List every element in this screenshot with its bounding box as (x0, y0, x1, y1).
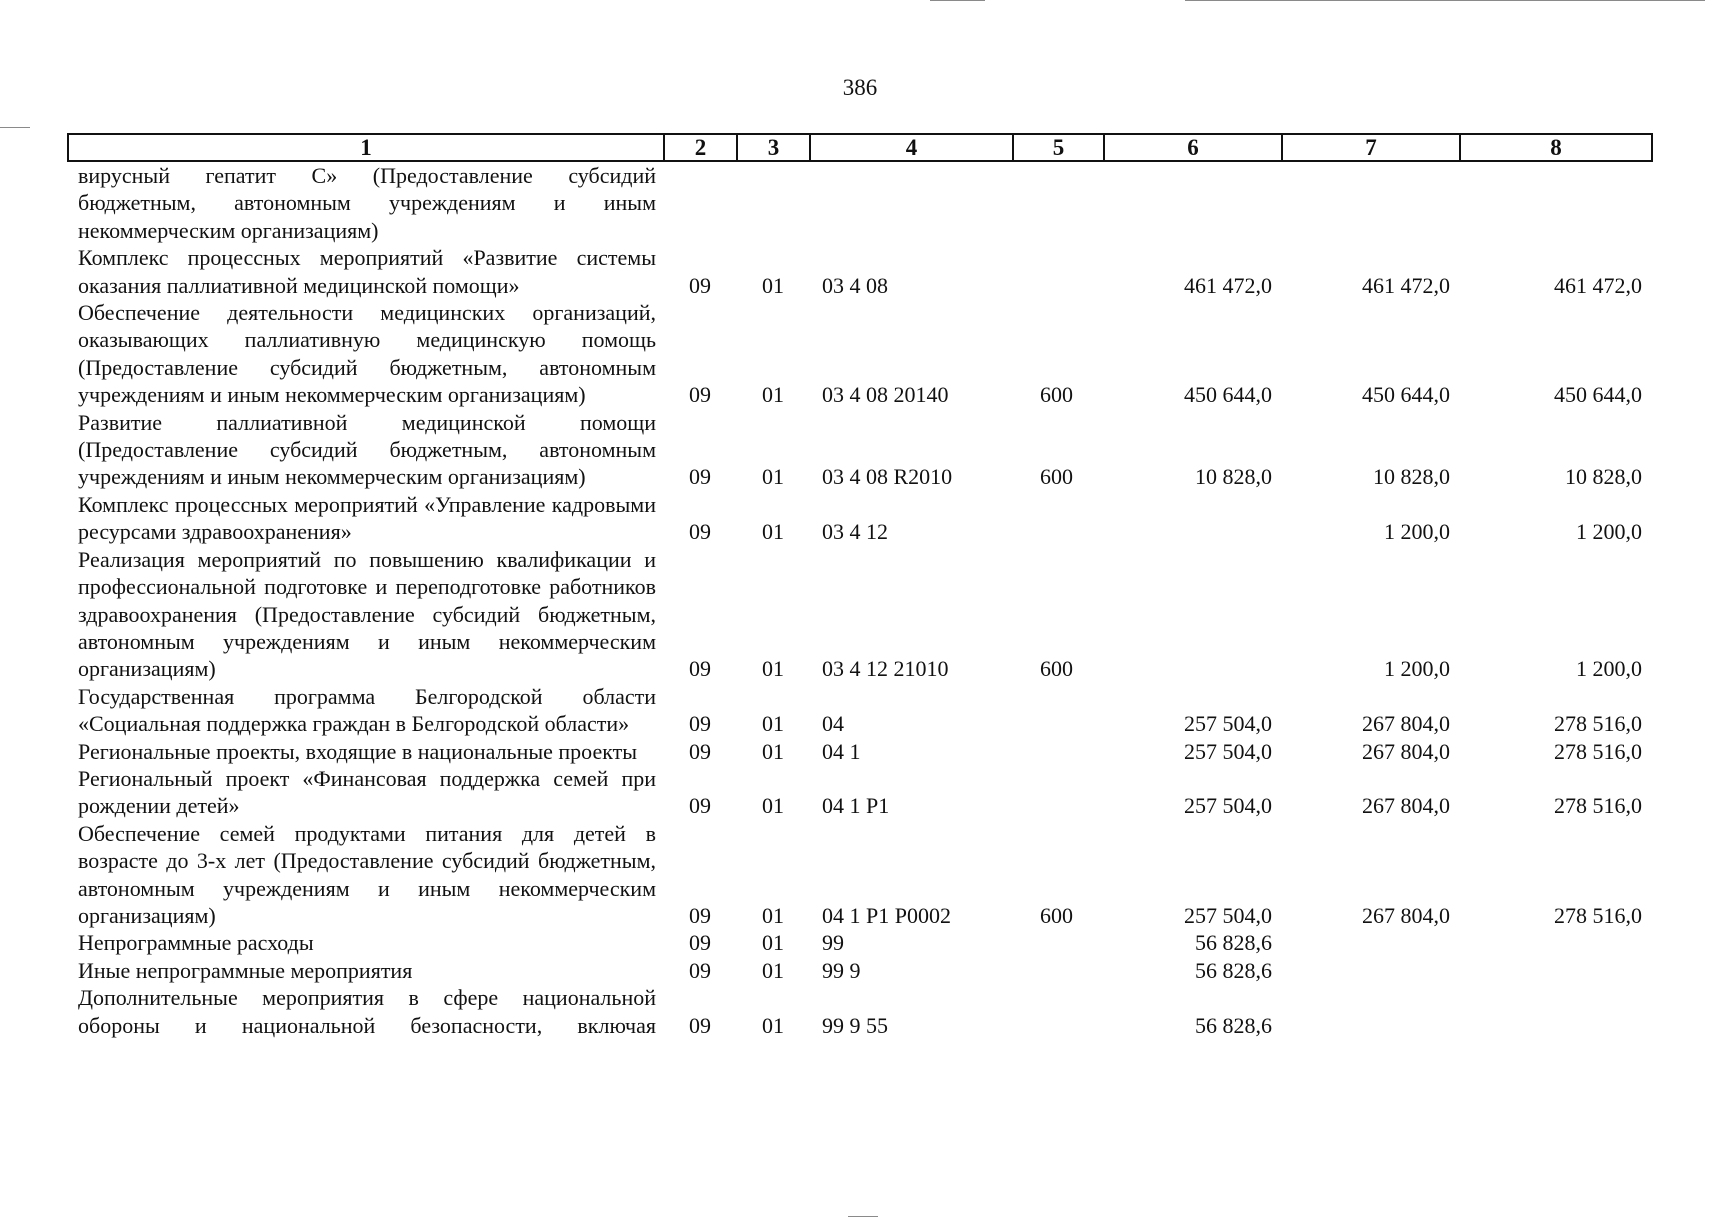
subsection-code-cell (737, 161, 810, 244)
amount-cell-col7: 10 828,0 (1373, 464, 1450, 490)
expense-type-cell (1013, 244, 1104, 299)
table-row (68, 984, 1652, 1039)
row-name-cell: Обеспечение деятельности медицинских организаций, оказывающих паллиативную медицинскую помощь (Предоставление субсидий бюджетным, автономным учреждениям и иным некоммерческим организациям) (78, 300, 656, 408)
column-header: 4 (810, 134, 1013, 161)
expense-type-cell: 600 (1040, 464, 1073, 490)
section-code-cell: 09 (689, 902, 711, 928)
subsection-code-cell: 01 (762, 519, 784, 545)
amount-cell-col6: 10 828,0 (1195, 464, 1272, 490)
section-code-cell: 09 (689, 711, 711, 737)
amount-cell-col8 (1460, 984, 1652, 1039)
section-code-cell: 09 (689, 930, 711, 956)
amount-cell-col7: 461 472,0 (1362, 272, 1450, 298)
subsection-code-cell: 01 (762, 711, 784, 737)
table-row (68, 161, 1652, 244)
expense-type-cell (1013, 984, 1104, 1039)
table-row (68, 683, 1652, 738)
column-header: 3 (737, 134, 810, 161)
column-header: 8 (1460, 134, 1652, 161)
amount-cell-col7: 450 644,0 (1362, 382, 1450, 408)
scan-mark (0, 127, 30, 128)
subsection-code-cell: 01 (762, 793, 784, 819)
subsection-code-cell: 01 (762, 464, 784, 490)
subsection-code-cell: 01 (762, 382, 784, 408)
amount-cell-col6: 56 828,6 (1195, 1012, 1272, 1038)
amount-cell-col8: 1 200,0 (1576, 519, 1642, 545)
target-article-cell: 03 4 08 20140 (822, 382, 949, 408)
table-row (68, 765, 1652, 820)
section-code-cell: 09 (689, 793, 711, 819)
scan-mark (1185, 0, 1705, 1)
section-code-cell: 09 (689, 272, 711, 298)
row-name-cell: Обеспечение семей продуктами питания для детей в возрасте до 3-х лет (Предоставление субсидий бюджетным, автономным учреждениям и иным некоммерческим организациям) (78, 820, 656, 928)
column-header: 2 (664, 134, 737, 161)
target-article-cell: 99 9 55 (822, 1012, 888, 1038)
amount-cell-col8: 10 828,0 (1565, 464, 1642, 490)
amount-cell-col8: 278 516,0 (1554, 902, 1642, 928)
target-article-cell: 03 4 08 (822, 272, 888, 298)
page-number: 386 (842, 75, 878, 100)
expense-type-cell (1013, 765, 1104, 820)
table-row (68, 299, 1652, 409)
header-row (68, 134, 1652, 161)
row-name-cell: Непрограммные расходы (78, 930, 314, 956)
section-code-cell (664, 161, 737, 244)
amount-cell-col7: 267 804,0 (1362, 902, 1450, 928)
expense-type-cell (1013, 683, 1104, 738)
amount-cell-col6: 461 472,0 (1184, 272, 1272, 298)
row-name-cell: Иные непрограммные мероприятия (78, 957, 413, 983)
amount-cell-col8 (1460, 929, 1652, 956)
section-code-cell: 09 (689, 656, 711, 682)
target-article-cell: 99 (822, 930, 844, 956)
table-row (68, 244, 1652, 299)
target-article-cell: 04 1 Р1 Р0002 (822, 902, 951, 928)
expense-type-cell (1013, 957, 1104, 984)
row-name-cell: Реализация мероприятий по повышению квалификации и профессиональной подготовке и переподготовке работников здравоохранения (Предоставление субсидий бюджетным, автономным учреждениям и иным некоммерческим организациям) (78, 546, 656, 682)
target-article-cell (810, 161, 1013, 244)
amount-cell-col7: 1 200,0 (1384, 519, 1450, 545)
target-article-cell: 04 1 Р1 (822, 793, 890, 819)
amount-cell-col6: 257 504,0 (1184, 902, 1272, 928)
expense-type-cell: 600 (1040, 382, 1073, 408)
expense-type-cell (1013, 929, 1104, 956)
section-code-cell: 09 (689, 738, 711, 764)
amount-cell-col6: 56 828,6 (1195, 930, 1272, 956)
expense-type-cell (1013, 738, 1104, 765)
column-header: 1 (68, 134, 664, 161)
section-code-cell: 09 (689, 382, 711, 408)
amount-cell-col7: 267 804,0 (1362, 738, 1450, 764)
table-row (68, 546, 1652, 683)
expense-type-cell: 600 (1040, 656, 1073, 682)
row-name-cell: вирусный гепатит С» (Предоставление субсидий бюджетным, автономным учреждениям и иным некоммерческим организациям) (78, 163, 656, 243)
row-name-cell: Комплекс процессных мероприятий «Управление кадровыми ресурсами здравоохранения» (78, 491, 656, 545)
amount-cell-col8: 278 516,0 (1554, 738, 1642, 764)
target-article-cell: 04 1 (822, 738, 861, 764)
amount-cell-col6: 56 828,6 (1195, 957, 1272, 983)
expense-type-cell (1013, 161, 1104, 244)
table-row (68, 491, 1652, 546)
target-article-cell: 03 4 12 (822, 519, 888, 545)
amount-cell-col7: 1 200,0 (1384, 656, 1450, 682)
amount-cell-col7 (1282, 161, 1460, 244)
target-article-cell: 03 4 12 21010 (822, 656, 949, 682)
subsection-code-cell: 01 (762, 930, 784, 956)
subsection-code-cell: 01 (762, 1012, 784, 1038)
amount-cell-col6: 257 504,0 (1184, 793, 1272, 819)
target-article-cell: 03 4 08 R2010 (822, 464, 953, 490)
table-row (68, 738, 1652, 765)
row-name-cell: Региональный проект «Финансовая поддержка семей при рождении детей» (78, 765, 656, 819)
amount-cell-col6: 257 504,0 (1184, 711, 1272, 737)
row-name-cell: Государственная программа Белгородской области «Социальная поддержка граждан в Белгородской области» (78, 683, 656, 737)
section-code-cell: 09 (689, 519, 711, 545)
amount-cell-col8 (1460, 161, 1652, 244)
subsection-code-cell: 01 (762, 272, 784, 298)
scan-mark (930, 0, 985, 1)
amount-cell-col6 (1104, 161, 1282, 244)
table-row (68, 957, 1652, 984)
amount-cell-col8: 278 516,0 (1554, 711, 1642, 737)
amount-cell-col7 (1282, 984, 1460, 1039)
column-header: 6 (1104, 134, 1282, 161)
amount-cell-col8: 278 516,0 (1554, 793, 1642, 819)
amount-cell-col6: 450 644,0 (1184, 382, 1272, 408)
amount-cell-col7: 267 804,0 (1362, 793, 1450, 819)
subsection-code-cell: 01 (762, 738, 784, 764)
amount-cell-col7 (1282, 929, 1460, 956)
budget-table (67, 133, 1653, 1039)
amount-cell-col7: 267 804,0 (1362, 711, 1450, 737)
amount-cell-col8 (1460, 957, 1652, 984)
row-name-cell: Региональные проекты, входящие в национальные проекты (78, 738, 638, 764)
amount-cell-col6 (1104, 491, 1282, 546)
column-header: 7 (1282, 134, 1460, 161)
table-row (68, 820, 1652, 930)
target-article-cell: 99 9 (822, 957, 861, 983)
expense-type-cell (1013, 491, 1104, 546)
amount-cell-col8: 1 200,0 (1576, 656, 1642, 682)
table-row (68, 409, 1652, 491)
subsection-code-cell: 01 (762, 902, 784, 928)
amount-cell-col8: 450 644,0 (1554, 382, 1642, 408)
section-code-cell: 09 (689, 1012, 711, 1038)
row-name-cell: Дополнительные мероприятия в сфере национальной обороны и национальной безопасности, включая (78, 985, 656, 1038)
row-name-cell: Развитие паллиативной медицинской помощи (Предоставление субсидий бюджетным, автономным учреждениям и иным некоммерческим организациям) (78, 409, 656, 490)
subsection-code-cell: 01 (762, 656, 784, 682)
amount-cell-col8: 461 472,0 (1554, 272, 1642, 298)
expense-type-cell: 600 (1040, 902, 1073, 928)
table-row (68, 929, 1652, 956)
section-code-cell: 09 (689, 957, 711, 983)
row-name-cell: Комплекс процессных мероприятий «Развитие системы оказания паллиативной медицинской помощи» (78, 245, 656, 298)
subsection-code-cell: 01 (762, 957, 784, 983)
amount-cell-col6 (1104, 546, 1282, 683)
section-code-cell: 09 (689, 464, 711, 490)
amount-cell-col6: 257 504,0 (1184, 738, 1272, 764)
column-header: 5 (1013, 134, 1104, 161)
amount-cell-col7 (1282, 957, 1460, 984)
target-article-cell: 04 (822, 711, 844, 737)
